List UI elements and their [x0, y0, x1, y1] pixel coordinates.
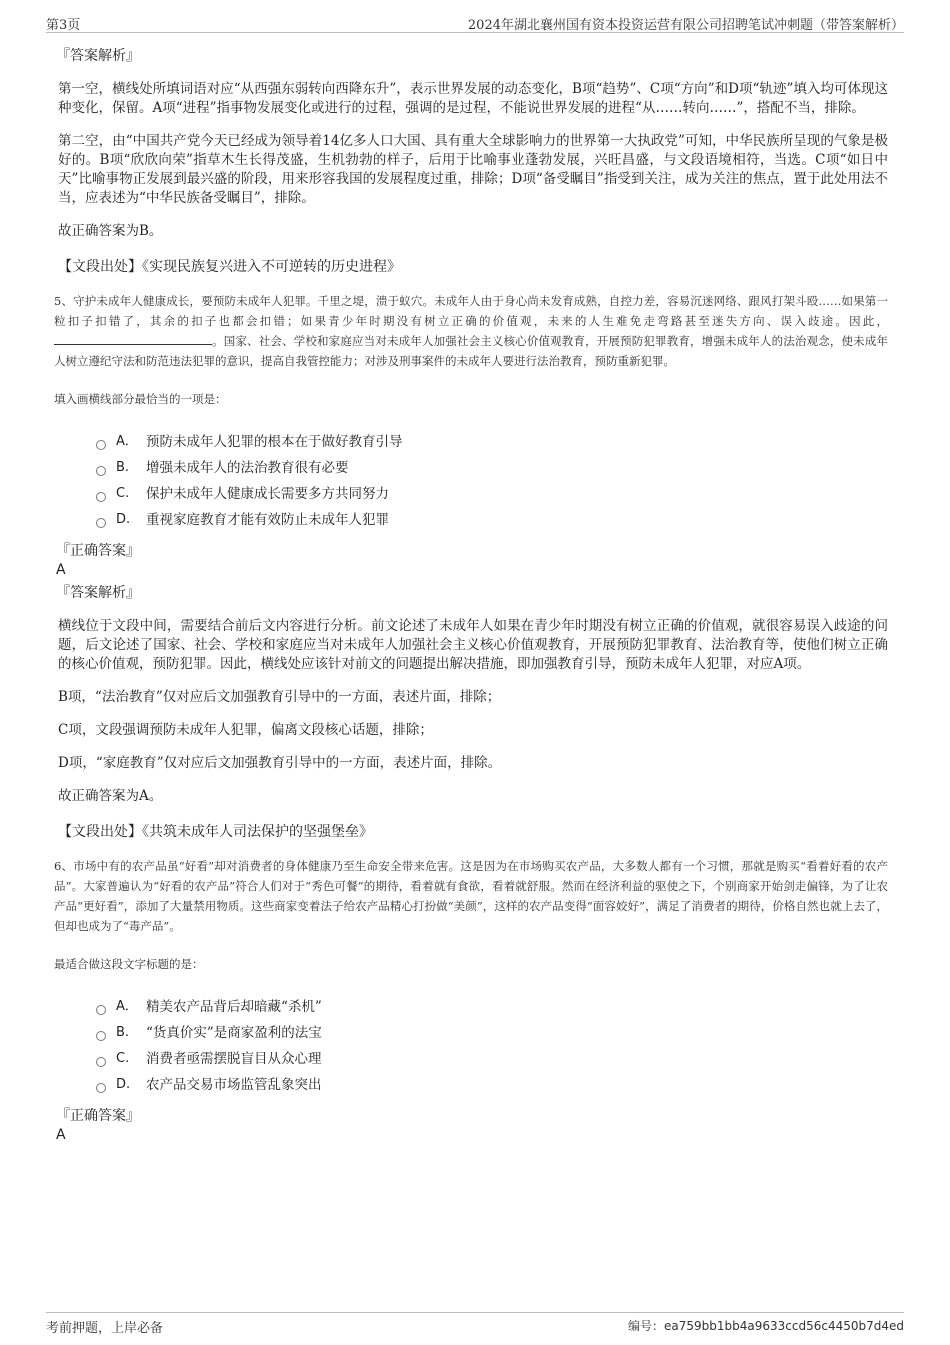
option-d[interactable]: D. 重视家庭教育才能有效防止未成年人犯罪: [96, 507, 888, 533]
question-5-prompt: 填入画横线部分最恰当的一项是：: [54, 392, 227, 406]
question-5-text-b: 。国家、社会、学校和家庭应当对未成年人加强社会主义核心价值观教育，开展预防犯罪教育，增强未成年人的法治观念，使未成年人树立遵纪守法和防范违法犯罪的意识，提高自我管控能力；对涉及刑事案件的未成年人要进行法治教育，预防重新犯罪。: [54, 334, 888, 368]
document-title: 2024年湖北襄州国有资本投资运营有限公司招聘笔试冲刺题（带答案解析）: [467, 18, 904, 33]
analysis-paragraph: D项，“家庭教育”仅对应后文加强教育引导中的一方面，表述片面，排除。: [58, 755, 502, 771]
radio-button[interactable]: [96, 1083, 106, 1093]
radio-button[interactable]: [96, 518, 106, 528]
question-5-options: [96, 429, 888, 533]
question-6-text: 6、市场中有的农产品虽“好看”却对消费者的身体健康乃至生命安全带来危害。这是因为在市场购买农产品，大多数人都有一个习惯，那就是购买“看着好看的农产品”。大家普遍认为“好看的农产品”符合人们对于“秀色可餐”的期待，看着就有食欲，看着就舒服。然而在经济利益的驱使之下，个别商家开始剑走偏锋，为了让农产品“更好看”，添加了大量禁用物质。这些商家变着法子给农产品精心打扮做“美颜”，这样的农产品变得“面容姣好”，满足了消费者的期待，价格自然也就上去了，但却也成为了“毒产品”。: [54, 859, 888, 933]
source-citation: 【文段出处】《共筑未成年人司法保护的坚强堡垒》: [58, 824, 373, 840]
option-c[interactable]: C. 保护未成年人健康成长需要多方共同努力: [96, 481, 888, 507]
option-a[interactable]: A． 预防未成年人犯罪的根本在于做好教育引导: [96, 429, 888, 455]
radio-button[interactable]: [96, 492, 106, 502]
question-6-prompt: 最适合做这段文字标题的是：: [54, 957, 204, 971]
question-5-text: [54, 291, 888, 371]
analysis-conclusion: 故正确答案为A。: [58, 788, 163, 804]
analysis-paragraph: 第二空，由“中国共产党今天已经成为领导着14亿多人口大国、具有重大全球影响力的世界第一大执政党”可知，中华民族所呈现的气象是极好的。B项“欣欣向荣”指草木生长得茂盛，生机勃勃的样子，后用于比喻事业蓬勃发展，兴旺昌盛，与文段语境相符，当选。C项“如日中天”比喻事物正发展到最兴盛的阶段，用来形容我国的发展程度过重，排除；D项“备受瞩目”指受到关注，成为关注的焦点，置于此处用法不当，应表述为“中华民族备受瞩目”，排除。: [58, 133, 888, 206]
radio-button[interactable]: [96, 1031, 106, 1041]
radio-button[interactable]: [96, 1057, 106, 1067]
footer-slogan: 考前押题，上岸必备: [46, 1321, 164, 1336]
option-b[interactable]: B. 增强未成年人的法治教育很有必要: [96, 455, 888, 481]
document-body: [56, 40, 888, 1144]
analysis-paragraph: B项，“法治教育”仅对应后文加强教育引导中的一方面，表述片面，排除；: [58, 689, 501, 705]
analysis-paragraph: 横线位于文段中间，需要结合前后文内容进行分析。前文论述了未成年人如果在青少年时期没有树立正确的价值观，就很容易误入歧途的问题，后文论述了国家、社会、学校和家庭应当对未成年人加强社会主义核心价值观教育，开展预防犯罪教育、法治教育等，使他们树立正确的核心价值观，预防犯罪。因此，横线处应该针对前文的问题提出解决措施，即加强教育引导，预防未成年人犯罪，对应A项。: [58, 618, 888, 672]
option-b[interactable]: B. “货真价实”是商家盈利的法宝: [96, 1020, 888, 1046]
page-footer: [46, 1312, 904, 1335]
analysis-paragraph: C项，文段强调预防未成年人犯罪，偏离文段核心话题，排除；: [58, 722, 433, 738]
correct-answer-tag: 『正确答案』: [56, 1108, 140, 1124]
correct-answer-tag: 『正确答案』: [56, 543, 140, 559]
blank-line: [54, 332, 212, 345]
option-d[interactable]: D. 农产品交易市场监管乱象突出: [96, 1072, 888, 1098]
analysis-paragraph: 第一空，横线处所填词语对应“从西强东弱转向西降东升”，表示世界发展的动态变化，B项“趋势”、C项“方向”和D项“轨迹”填入均可体现这种变化，保留。A项“进程”指事物发展变化或进行的过程，强调的是过程，不能说世界发展的进程“从……转向……”，搭配不当，排除。: [58, 81, 888, 116]
page-header: [46, 12, 904, 33]
analysis-conclusion: 故正确答案为B。: [58, 223, 163, 239]
option-a[interactable]: A． 精美农产品背后却暗藏“杀机”: [96, 994, 888, 1020]
radio-button[interactable]: [96, 440, 106, 450]
analysis-tag: 『答案解析』: [56, 585, 140, 601]
question-6-options: [96, 994, 888, 1098]
question-5-text-a: 5、守护未成年人健康成长，要预防未成年人犯罪。千里之堤，溃于蚁穴。未成年人由于身心尚未发育成熟，自控力差，容易沉迷网络、跟风打架斗殴……如果第一粒扣子扣错了，其余的扣子也都会扣错；如果青少年时期没有树立正确的价值观，未来的人生难免走弯路甚至迷失方向、误入歧途。因此，: [54, 294, 888, 328]
correct-answer: A: [56, 1127, 66, 1143]
document-id: 编号：ea759bb1bb4a9633ccd56c4450b7d4ed: [628, 1319, 904, 1333]
option-c[interactable]: C. 消费者亟需摆脱盲目从众心理: [96, 1046, 888, 1072]
page-number: 第3页: [46, 18, 81, 33]
source-citation: 【文段出处】《实现民族复兴进入不可逆转的历史进程》: [58, 259, 401, 275]
radio-button[interactable]: [96, 466, 106, 476]
correct-answer: A: [56, 562, 66, 578]
radio-button[interactable]: [96, 1005, 106, 1015]
analysis-tag: 『答案解析』: [56, 48, 140, 64]
